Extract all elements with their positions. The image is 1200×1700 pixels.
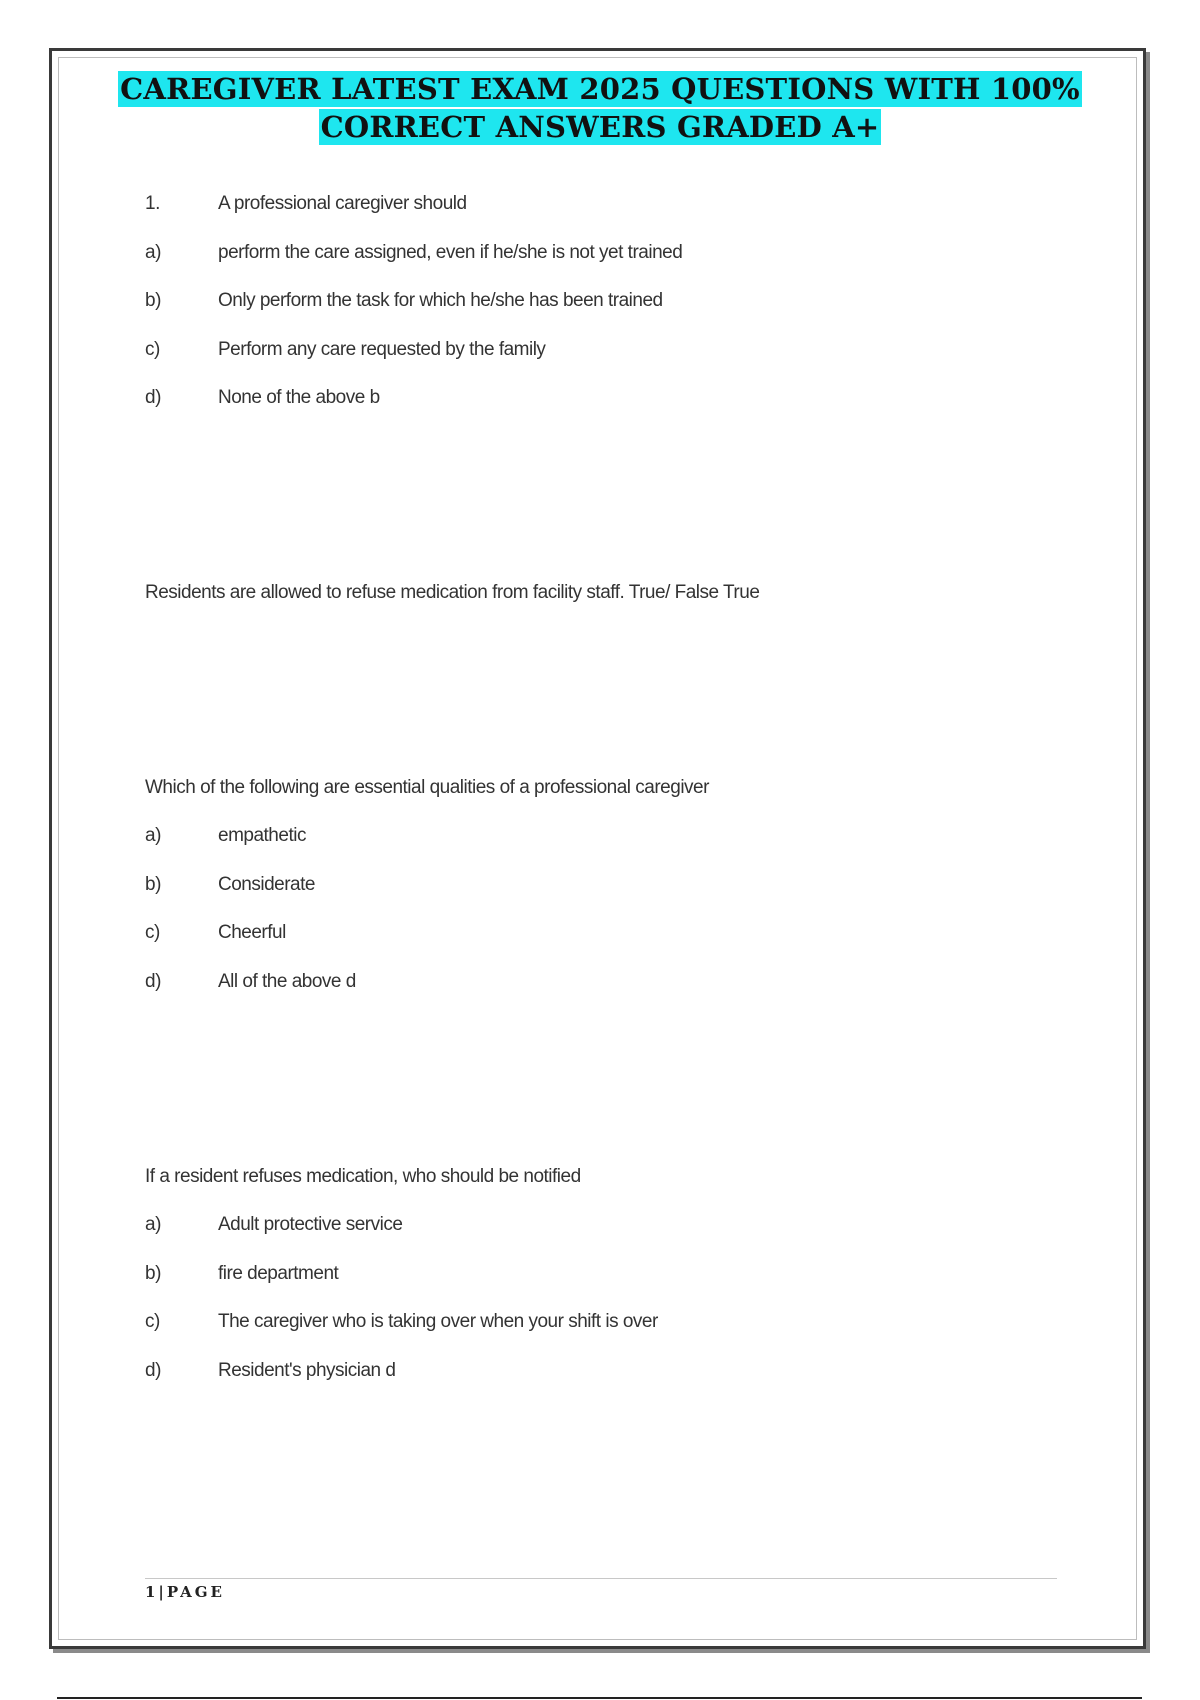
question-text: A professional caregiver should — [218, 193, 467, 214]
option-text: Only perform the task for which he/she has been trained — [218, 290, 663, 311]
option-label: c) — [145, 922, 160, 943]
option-text: Adult protective service — [218, 1214, 403, 1235]
option-text: Cheerful — [218, 922, 286, 943]
question-text: Which of the following are essential qualities of a professional caregiver — [145, 777, 709, 798]
title-line-1: CAREGIVER LATEST EXAM 2025 QUESTIONS WITH 100% — [120, 72, 1080, 106]
option-text: Considerate — [218, 874, 315, 895]
document-title — [0, 70, 1200, 146]
bottom-rule — [57, 1697, 1142, 1699]
option-label: a) — [145, 1214, 161, 1235]
option-label: c) — [145, 1311, 160, 1332]
title-line-2: CORRECT ANSWERS GRADED A+ — [320, 110, 880, 144]
option-label: b) — [145, 1263, 161, 1284]
question-text: Residents are allowed to refuse medication from facility staff. True/ False True — [145, 582, 760, 603]
option-text: None of the above b — [218, 387, 380, 408]
question-2 — [145, 581, 759, 605]
option-text: Resident's physician d — [218, 1360, 396, 1381]
option-label: b) — [145, 290, 161, 311]
page-number: 1|PAGE — [145, 1583, 225, 1601]
option-label: c) — [145, 339, 160, 360]
option-label: d) — [145, 1360, 161, 1381]
option-text: All of the above d — [218, 971, 356, 992]
option-label: d) — [145, 387, 161, 408]
option-label: a) — [145, 242, 161, 263]
question-text: If a resident refuses medication, who should be notified — [145, 1166, 581, 1187]
question-number: 1. — [145, 193, 160, 214]
question-3 — [145, 776, 709, 800]
option-label: b) — [145, 874, 161, 895]
option-text: empathetic — [218, 825, 306, 846]
option-label: d) — [145, 971, 161, 992]
option-text: The caregiver who is taking over when your shift is over — [218, 1311, 658, 1332]
option-text: fire department — [218, 1263, 339, 1284]
option-label: a) — [145, 825, 161, 846]
question-4 — [145, 1165, 581, 1189]
footer-divider — [145, 1578, 1057, 1579]
option-text: perform the care assigned, even if he/she is not yet trained — [218, 242, 683, 263]
option-text: Perform any care requested by the family — [218, 339, 546, 360]
